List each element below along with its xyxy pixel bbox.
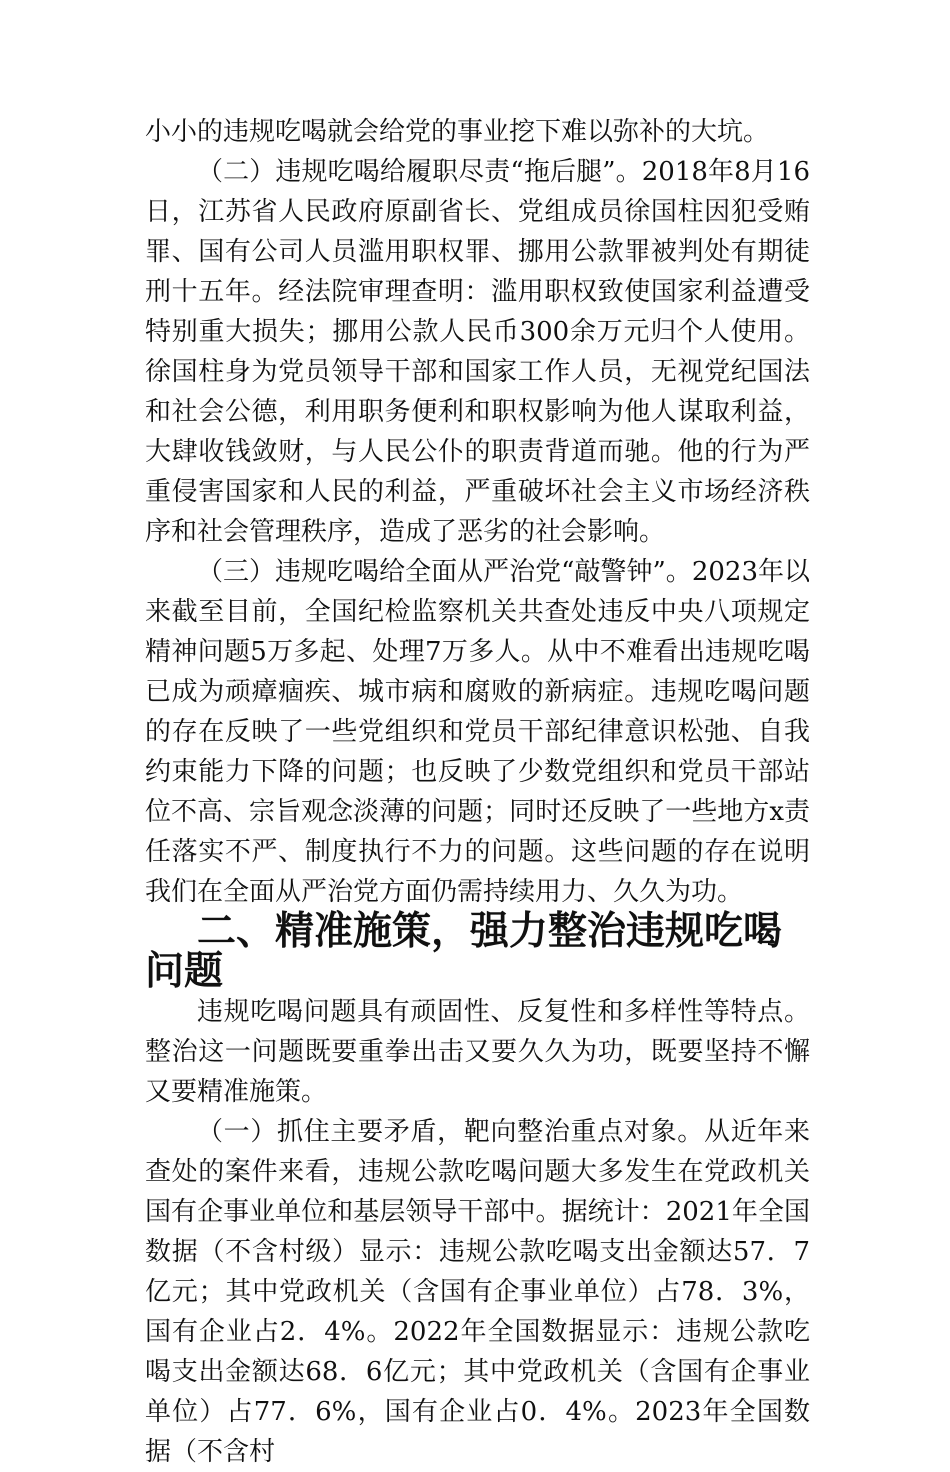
- paragraph-section-2: [145, 152, 810, 552]
- paragraph-subsection-1: [145, 1112, 810, 1472]
- paragraph-lead: （二）违规吃喝给履职尽责“拖后腿”。: [197, 157, 642, 187]
- paragraph-text: 2023年以来截至目前，全国纪检监察机关共查处违反中央八项规定精神问题5万多起、处理7万多人。从中不难看出违规吃喝已成为顽瘴痼疾、城市病和腐败的新病症。违规吃喝问题的存在反映了一些党组织和党员干部纪律意识松弛、自我约束能力下降的问题；也反映了少数党组织和党员干部站位不高、宗旨观念淡薄的问题；同时还反映了一些地方x责任落实不严、制度执行不力的问题。这些问题的存在说明我们在全面从严治党方面仍需持续用力、久久为功。: [145, 557, 811, 907]
- document-page: [145, 112, 810, 1472]
- paragraph-intro: [145, 992, 810, 1112]
- paragraph-text: 违规吃喝问题具有顽固性、反复性和多样性等特点。整治这一问题既要重拳出击又要久久为功，既要坚持不懈又要精准施策。: [145, 997, 810, 1107]
- paragraph-section-3: [145, 552, 810, 912]
- paragraph-text: 从近年来查处的案件来看，违规公款吃喝问题大多发生在党政机关国有企事业单位和基层领导干部中。据统计：2021年全国数据（不含村级）显示：违规公款吃喝支出金额达57．7亿元；其中党政机关（含国有企事业单位）占78．3%，国有企业占2．4%。2022年全国数据显示：违规公款吃喝支出金额达68．6亿元；其中党政机关（含国有企事业单位）占77．6%，国有企业占0．4%。2023年全国数据（不含村: [145, 1117, 810, 1467]
- paragraph-continuation: [145, 112, 810, 152]
- paragraph-text: 2018年8月16日，江苏省人民政府原副省长、党组成员徐国柱因犯受贿罪、国有公司人员滥用职权罪、挪用公款罪被判处有期徒刑十五年。经法院审理查明：滥用职权致使国家利益遭受特别重大损失；挪用公款人民币300余万元归个人使用。徐国柱身为党员领导干部和国家工作人员，无视党纪国法和社会公德，利用职务便利和职权影响为他人谋取利益，大肆收钱敛财，与人民公仆的职责背道而驰。他的行为严重侵害国家和人民的利益，严重破坏社会主义市场经济秩序和社会管理秩序，造成了恶劣的社会影响。: [145, 157, 811, 547]
- section-heading: 二、精准施策，强力整治违规吃喝问题: [145, 909, 783, 994]
- paragraph-lead: （一）抓住主要矛盾，靶向整治重点对象。: [197, 1117, 704, 1147]
- paragraph-lead: （三）违规吃喝给全面从严治党“敲警钟”。: [197, 557, 692, 587]
- paragraph-text: 小小的违规吃喝就会给党的事业挖下难以弥补的大坑。: [145, 117, 770, 147]
